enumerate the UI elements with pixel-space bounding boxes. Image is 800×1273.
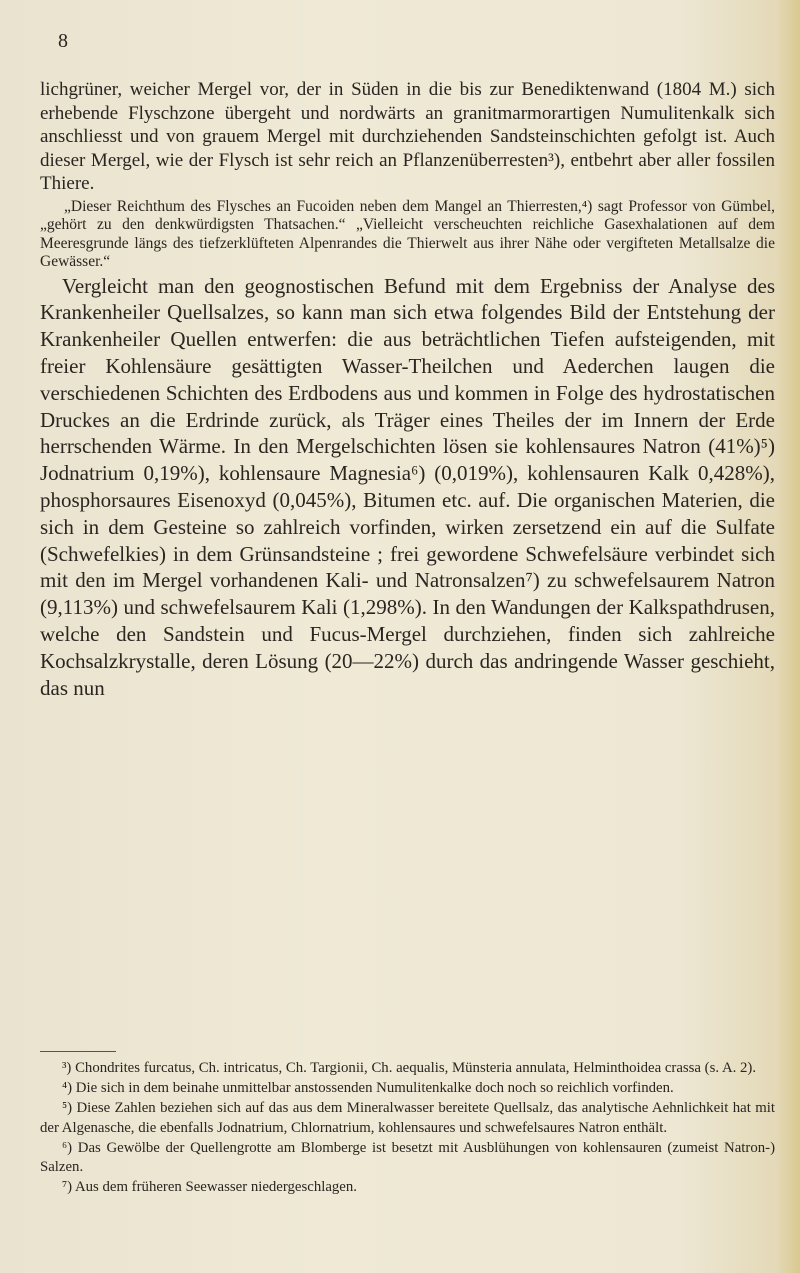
footnotes bbox=[40, 1059, 775, 1198]
quote-paragraph: „Dieser Reichthum des Flysches an Fucoiden neben dem Mangel an Thierresten,⁴) sagt Professor von Gümbel, „gehört zu den denkwürdigsten Thatsachen.“ „Vielleicht verscheuchten reichliche Gasexhalationen auf dem Meeresgrunde längs des tiefzerklüfteten Alpenrandes die Thierwelt aus ihrer Nähe oder vergifteten Metallsalze die Gewässer.“ bbox=[40, 197, 775, 271]
footnote-divider bbox=[40, 1051, 116, 1052]
footnote-5: ⁵) Diese Zahlen beziehen sich auf das aus dem Mineralwasser bereitete Quellsalz, das analytische Aehnlichkeit hat mit der Algenasche, die ebenfalls Jodnatrium, Chlornatrium, kohlensaures und schwefelsaures Natron enthält. bbox=[40, 1100, 775, 1136]
footnote-6: ⁶) Das Gewölbe der Quellengrotte am Blomberge ist besetzt mit Ausblühungen von kohlensauren (zumeist Natron-) Salzen. bbox=[40, 1139, 775, 1176]
paragraph-main: Vergleicht man den geognostischen Befund mit dem Ergebniss der Analyse des Krankenheiler Quellsalzes, so kann man sich etwa folgendes Bild der Entstehung der Krankenheiler Quellen entwerfen: die aus beträchtlichen Tiefen aufsteigenden, mit freier Kohlensäure gesättigten Wasser-Theilchen und Aederchen laugen die verschiedenen Schichten des Erdbodens aus und kommen in Folge des hydrostatischen Druckes an die Erdrinde zurück, als Träger eines Theiles der im Innern der Erde herrschenden Wärme. In den Mergelschichten lösen sie kohlensaures Natron (41%)⁵) Jodnatrium 0,19%), kohlensaure Magnesia⁶) (0,019%), kohlensauren Kalk 0,428%), phosphorsaures Eisenoxyd (0,045%), Bitumen etc. auf. Die organischen Materien, die sich in dem Gesteine so zahlreich vorfinden, wirken zersetzend ein auf die Sulfate (Schwefelkies) in dem Grünsandsteine ; frei gewordene Schwefelsäure verbindet sich mit den im Mergel vorhandenen Kali- und Natronsalzen⁷) zu schwefelsaurem Natron (9,113%) und schwefelsaurem Kali (1,298%). In den Wandungen der Kalkspathdrusen, welche den Sandstein und Fucus-Mergel durchziehen, finden sich zahlreiche Kochsalzkrystalle, deren Lösung (20—22%) durch das andringende Wasser geschieht, das nun bbox=[40, 273, 775, 700]
body-text bbox=[40, 78, 775, 701]
footnote-4: ⁴) Die sich in dem beinahe unmittelbar anstossenden Numulitenkalke doch noch so reichlich vorfinden. bbox=[62, 1080, 674, 1097]
paragraph-intro: lichgrüner, weicher Mergel vor, der in Süden in die bis zur Benediktenwand (1804 M.) sich erhebende Flyschzone übergeht und nordwärts an granitmarmorartigen Numulitenkalk sich anschliesst und von grauem Mergel mit durchziehenden Sandsteinschichten gefolgt ist. Auch dieser Mergel, wie der Flysch ist sehr reich an Pflanzenüberresten³), entbehrt aber aller fossilen Thiere. bbox=[40, 79, 775, 195]
footnote-3: ³) Chondrites furcatus, Ch. intricatus, Ch. Targionii, Ch. aequalis, Münsteria annulata, Helminthoidea crassa (s. A. 2). bbox=[62, 1060, 757, 1076]
footnote-7: ⁷) Aus dem früheren Seewasser niedergeschlagen. bbox=[62, 1179, 357, 1196]
page-number: 8 bbox=[58, 30, 68, 52]
